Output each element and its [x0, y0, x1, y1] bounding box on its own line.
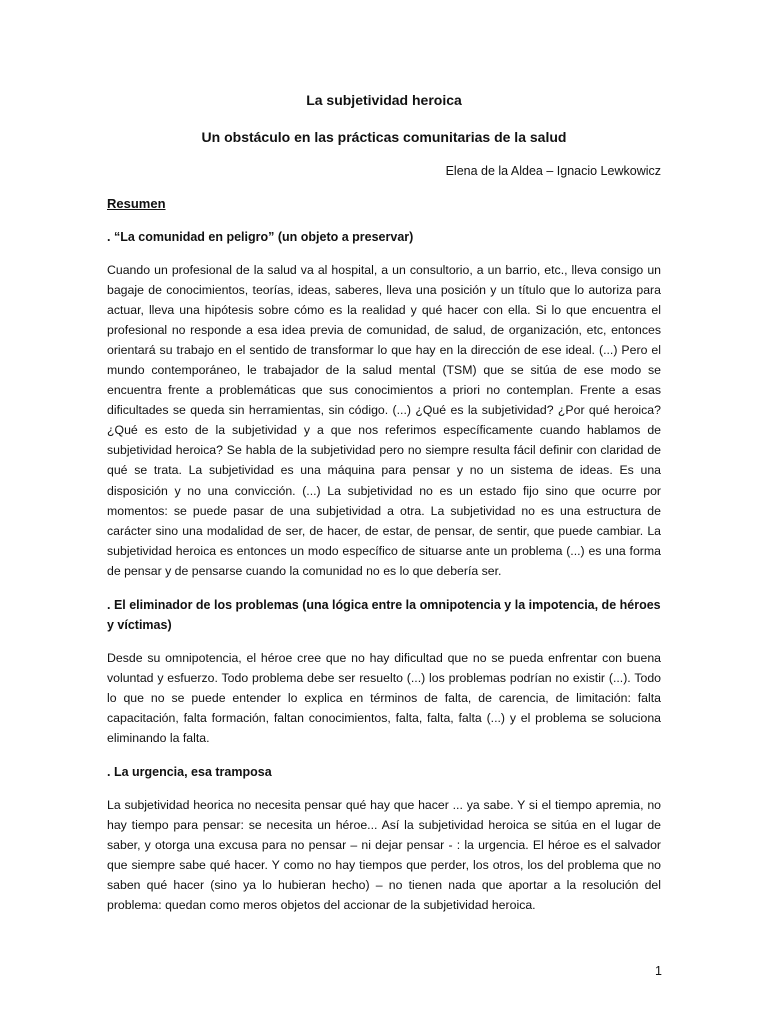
document-authors: Elena de la Aldea – Ignacio Lewkowicz: [445, 164, 661, 178]
section-paragraph-2: Desde su omnipotencia, el héroe cree que no hay dificultad que no se pueda enfrentar con buena voluntad y esfuerzo. Todo problema debe ser resuelto (...) los problemas podrían no existir (...). Todo lo que no se puede entender lo explica en términos de falta, de carencia, de limitación: falta capacitación, falta formación, faltan conocimientos, falta, falta, falta (...) y el problema se soluciona eliminando la falta.: [107, 650, 661, 745]
page-number: 1: [655, 964, 662, 978]
section-heading-3: . La urgencia, esa tramposa: [107, 764, 272, 779]
section-paragraph-3: La subjetividad heorica no necesita pensar qué hay que hacer ... ya sabe. Y si el tiempo apremia, no hay tiempo para pensar: se necesita un héroe... Así la subjetividad heroica se sitúa en el lugar de saber, y otorga una excusa para no pensar – ni dejar pensar - : la urgencia. El héroe es el salvador que siempre sabe qué hacer. Y como no hay tiempos que perder, los otros, los del problema que no saben qué hacer (sino ya lo hubieran hecho) – no tienen nada que aportar a la resolución del problema: quedan como meros objetos del accionar de la subjetividad heroica.: [107, 797, 661, 913]
section-paragraph-1: Cuando un profesional de la salud va al hospital, a un consultorio, a un barrio, etc., lleva consigo un bagaje de conocimientos, teorías, ideas, saberes, lleva una posición y un título que lo autoriza para actuar, lleva una hipótesis sobre cómo es la realidad y qué hacer con ella. Si lo que encuentra el profesional no responde a esa idea previa de comunidad, de salud, de organización, etc, entonces orientará su trabajo en el sentido de transformar lo que hay en la dirección de ese ideal. (...) Pero el mundo contemporáneo, le trabajador de la salud mental (TSM) que se sitúa de ese modo se encuentra frente a problemáticas que sus conocimientos a priori no contemplan. Frente a esas dificultades se queda sin herramientas, sin código. (...) ¿Qué es la subjetividad? ¿Por qué heroica? ¿Qué es esto de la subjetividad y a que nos referimos específicamente cuando hablamos de subjetividad heroica? Se habla de la subjetividad pero no siempre resulta fácil definir con claridad de qué se trata. La subjetividad es una máquina para pensar y no un sistema de ideas. Es una disposición y no una convicción. (...) La subjetividad no es un estado fijo sino que ocurre por momentos: se puede pasar de una subjetividad a otra. La subjetividad no es una estructura de carácter sino una modalidad de ser, de hacer, de estar, de pensar, de sentir, que puede cambiar. La subjetividad heroica es entonces un modo específico de situarse ante un problema (...) es una forma de pensar y de pensarse cuando la comunidad no es lo que debería ser.: [107, 263, 661, 578]
summary-heading: Resumen: [107, 196, 166, 211]
section-heading-2: . El eliminador de los problemas (una lógica entre la omnipotencia y la impotencia, de héroes y víctimas): [107, 597, 661, 632]
document-subtitle: Un obstáculo en las prácticas comunitarias de la salud: [201, 129, 567, 145]
document-content: [107, 90, 661, 915]
document-title: La subjetividad heroica: [306, 92, 462, 108]
section-heading-1: . “La comunidad en peligro” (un objeto a preservar): [107, 230, 414, 244]
